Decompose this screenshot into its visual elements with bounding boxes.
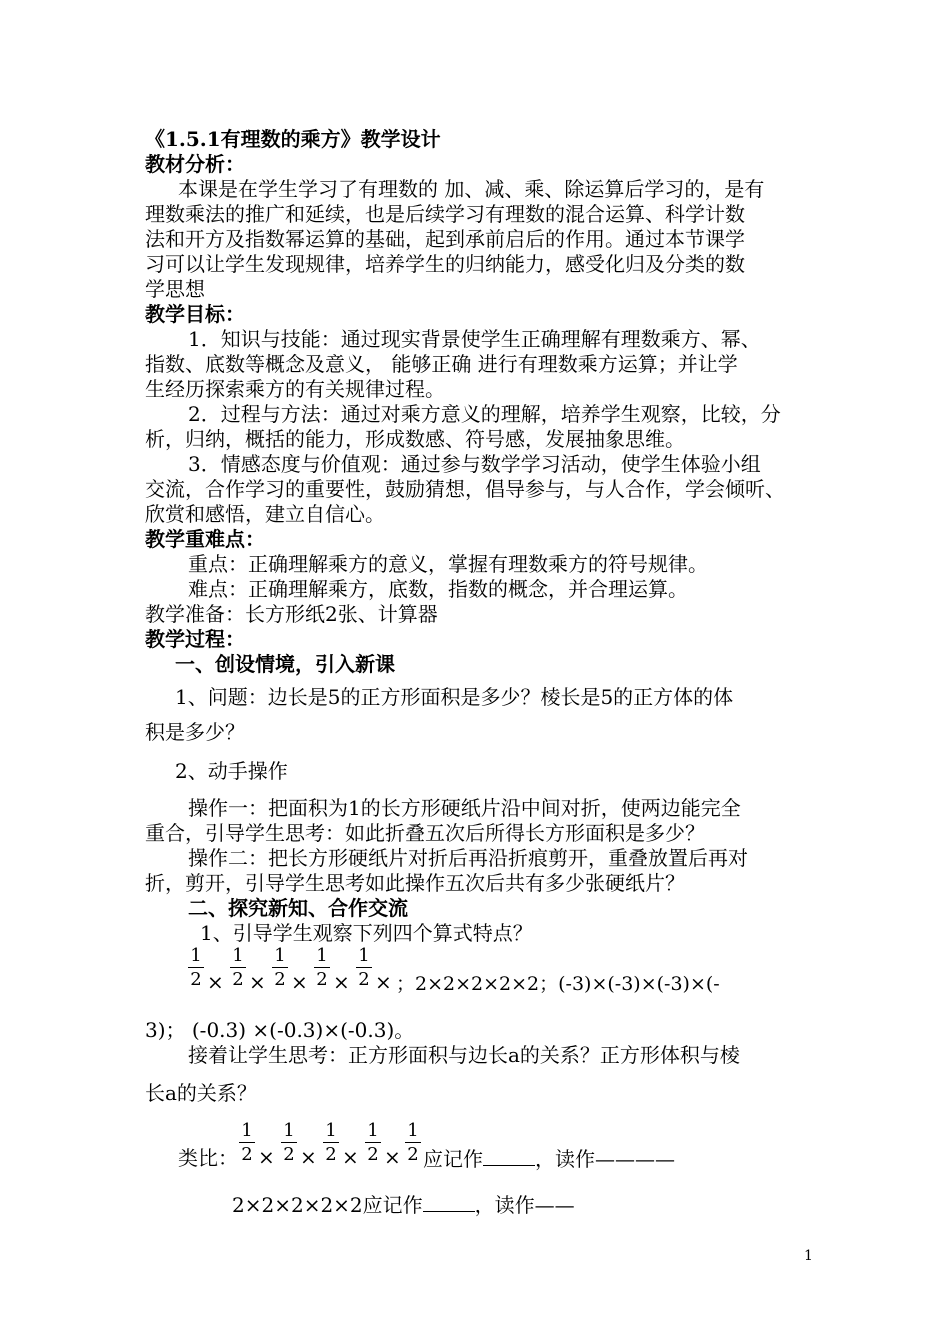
teaching-prep: 教学准备：长方形纸2张、计算器 bbox=[145, 602, 438, 626]
analogy-record bbox=[423, 1145, 675, 1172]
times-sign: × bbox=[300, 1145, 317, 1169]
question-2: 2、动手操作 bbox=[175, 759, 288, 783]
answer-blank[interactable] bbox=[483, 1145, 535, 1166]
times-sign: × bbox=[207, 970, 224, 994]
operation-1-line-1: 操作一：把面积为1的长方形硬纸片沿中间对折，使两边能完全 bbox=[188, 796, 741, 820]
question-1-line-2: 积是多少？ bbox=[145, 720, 245, 744]
record-as-label: 应记作 bbox=[423, 1147, 483, 1171]
analysis-line-3: 法和开方及指数幂运算的基础，起到承前启后的作用。通过本节课学 bbox=[145, 227, 745, 251]
goal-line-3: 生经历探索乘方的有关规律过程。 bbox=[145, 377, 445, 401]
answer-blank[interactable] bbox=[423, 1191, 475, 1212]
expressions-rest: ；2×2×2×2×2；(-3)×(-3)×(-3)×(- bbox=[396, 973, 720, 995]
times-sign: × bbox=[333, 970, 350, 994]
fraction-half: 1 2 bbox=[314, 946, 330, 990]
doc-title: 《1.5.1有理数的乘方》教学设计 bbox=[145, 127, 441, 151]
expressions-continued: 3)； (-0.3) ×(-0.3)×(-0.3)。 bbox=[145, 1018, 415, 1042]
fraction-half: 1 2 bbox=[281, 1121, 297, 1165]
times-sign: × bbox=[375, 970, 392, 994]
operation-2-line-2: 折，剪开，引导学生思考如此操作五次后共有多少张硬纸片？ bbox=[145, 871, 685, 895]
heading-process: 教学过程： bbox=[145, 627, 245, 651]
think-line-2: 长a的关系？ bbox=[145, 1081, 257, 1105]
times-sign: × bbox=[258, 1145, 275, 1169]
analogy-row-2 bbox=[232, 1191, 575, 1218]
section-1-title: 一、创设情境，引入新课 bbox=[175, 652, 395, 676]
fraction-half: 1 2 bbox=[230, 946, 246, 990]
goal-line-7: 交流，合作学习的重要性，鼓励猜想，倡导参与，与人合作，学会倾听、 bbox=[145, 477, 785, 501]
heading-key: 教学重难点： bbox=[145, 527, 265, 551]
fraction-half: 1 2 bbox=[272, 946, 288, 990]
times-sign: × bbox=[342, 1145, 359, 1169]
heading-analysis: 教材分析： bbox=[145, 152, 245, 176]
operation-1-line-2: 重合，引导学生思考：如此折叠五次后所得长方形面积是多少？ bbox=[145, 821, 705, 845]
goal-line-1: 1．知识与技能：通过现实背景使学生正确理解有理数乘方、幂、 bbox=[188, 327, 761, 351]
goal-line-4: 2．过程与方法：通过对乘方意义的理解，培养学生观察，比较，分 bbox=[188, 402, 781, 426]
section-2-title: 二、探究新知、合作交流 bbox=[188, 896, 408, 920]
analysis-line-4: 习可以让学生发现规律，培养学生的归纳能力，感受化归及分类的数 bbox=[145, 252, 745, 276]
goal-line-2: 指数、底数等概念及意义， 能够正确 进行有理数乘方运算；并让学 bbox=[145, 352, 738, 376]
analysis-line-2: 理数乘法的推广和延续，也是后续学习有理数的混合运算、科学计数 bbox=[145, 202, 745, 226]
question-1-line-1: 1、问题：边长是5的正方形面积是多少？棱长是5的正方体的体 bbox=[175, 685, 734, 709]
page-number: 1 bbox=[804, 1248, 813, 1264]
goal-line-6: 3．情感态度与价值观：通过参与数学学习活动，使学生体验小组 bbox=[188, 452, 761, 476]
fraction-half: 1 2 bbox=[405, 1121, 421, 1165]
difficult-point: 难点：正确理解乘方，底数，指数的概念，并合理运算。 bbox=[188, 577, 688, 601]
goal-line-5: 析，归纳，概括的能力，形成数感、符号感，发展抽象思维。 bbox=[145, 427, 685, 451]
fraction-half: 1 2 bbox=[356, 946, 372, 990]
key-point: 重点：正确理解乘方的意义，掌握有理数乘方的符号规律。 bbox=[188, 552, 708, 576]
read-as-label: ，读作—— bbox=[474, 1193, 575, 1217]
think-line-1: 接着让学生思考：正方形面积与边长a的关系？正方形体积与棱 bbox=[188, 1043, 740, 1067]
fraction-half: 1 2 bbox=[239, 1121, 255, 1165]
heading-goals: 教学目标： bbox=[145, 302, 245, 326]
times-sign: × bbox=[384, 1145, 401, 1169]
analogy-label: 类比： bbox=[178, 1146, 238, 1170]
analysis-line-1: 本课是在学生学习了有理数的 加、减、乘、除运算后学习的，是有 bbox=[178, 177, 765, 201]
read-as-label: ，读作———— bbox=[535, 1147, 675, 1171]
goal-line-8: 欣赏和感悟，建立自信心。 bbox=[145, 502, 385, 526]
times-sign: × bbox=[291, 970, 308, 994]
analysis-line-5: 学思想 bbox=[145, 277, 205, 301]
operation-2-line-1: 操作二：把长方形硬纸片对折后再沿折痕剪开，重叠放置后再对 bbox=[188, 846, 748, 870]
fraction-half: 1 2 bbox=[365, 1121, 381, 1165]
fraction-half: 1 2 bbox=[188, 946, 204, 990]
times-sign: × bbox=[249, 970, 266, 994]
expression-2: 2×2×2×2×2应记作 bbox=[232, 1193, 423, 1217]
section-2-question-1: 1、引导学生观察下列四个算式特点？ bbox=[200, 921, 533, 945]
fraction-half: 1 2 bbox=[323, 1121, 339, 1165]
